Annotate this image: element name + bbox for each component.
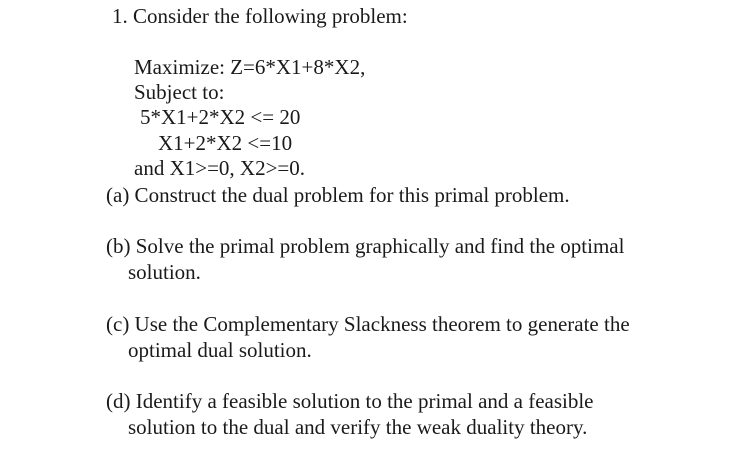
constraint-1: 5*X1+2*X2 <= 20 (140, 105, 301, 129)
part-b-text-line-2: solution. (128, 260, 201, 284)
problem-heading: 1. Consider the following problem: (112, 4, 408, 28)
constraint-2: X1+2*X2 <=10 (158, 131, 293, 155)
nonnegativity-constraint: and X1>=0, X2>=0. (134, 156, 306, 180)
subject-to-label: Subject to: (134, 80, 225, 104)
part-a-text: (a) Construct the dual problem for this primal problem. (106, 183, 570, 207)
part-d-text-line-1: (d) Identify a feasible solution to the primal and a feasible (106, 389, 594, 413)
part-d-text-line-2: solution to the dual and verify the weak duality theory. (128, 415, 588, 439)
part-c-text-line-2: optimal dual solution. (128, 338, 312, 362)
part-c-text-line-1: (c) Use the Complementary Slackness theorem to generate the (106, 312, 630, 336)
objective-function: Maximize: Z=6*X1+8*X2, (134, 55, 366, 79)
part-b-text-line-1: (b) Solve the primal problem graphically and find the optimal (106, 234, 625, 258)
